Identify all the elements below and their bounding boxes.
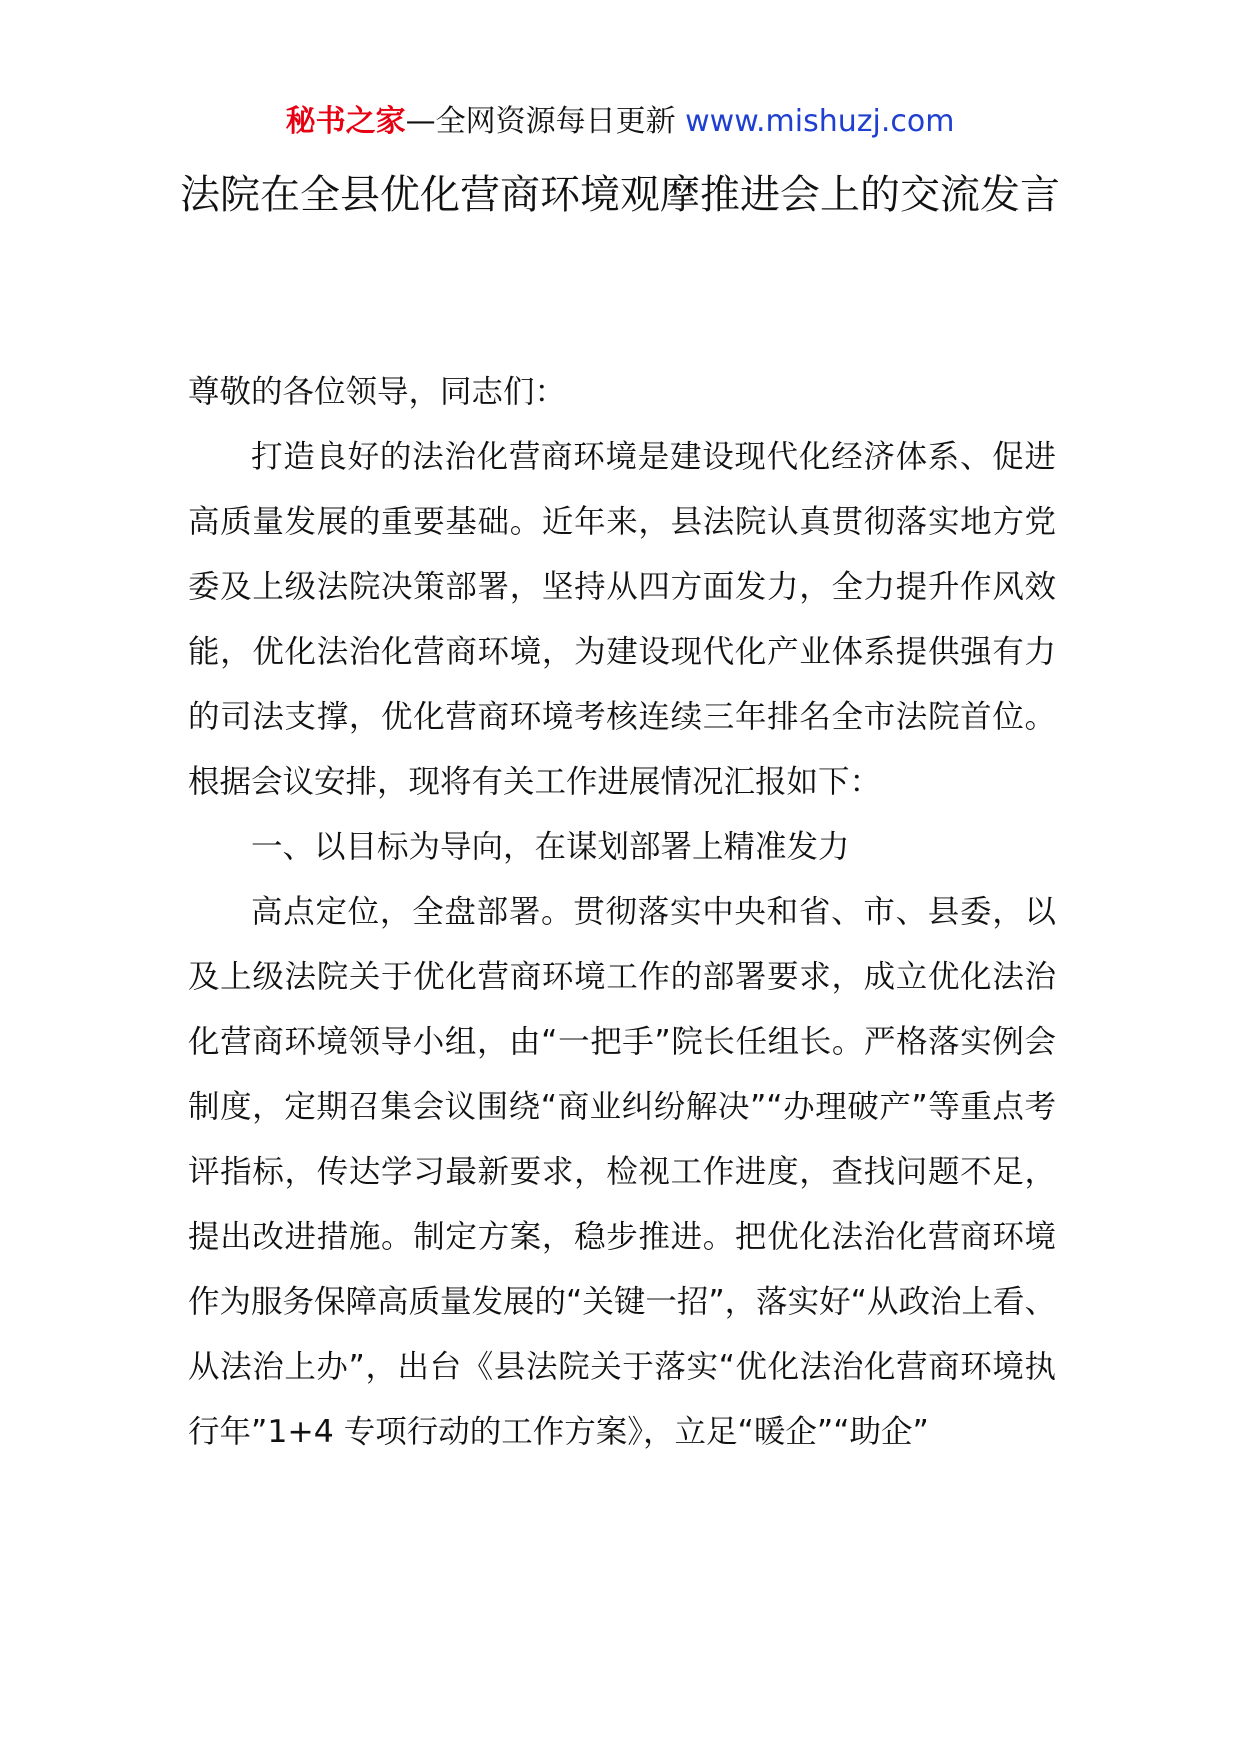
- site-header: [0, 102, 1240, 142]
- site-url-link[interactable]: www.mishuzj.com: [685, 104, 955, 139]
- salutation: 尊敬的各位领导，同志们：: [188, 374, 567, 410]
- section-paragraph: 高点定位，全盘部署。贯彻落实中央和省、市、县委，以及上级法院关于优化营商环境工作的部署要求，成立优化法治化营商环境领导小组，由“一把手”院长任组长。严格落实例会制度，定期召集会议围绕“商业纠纷解决”“办理破产”等重点考评指标，传达学习最新要求，检视工作进度，查找问题不足，提出改进措施。制定方案，稳步推进。把优化法治化营商环境作为服务保障高质量发展的“关键一招”，落实好“从政治上看、从法治上办”，出台《县法院关于落实“优化法治化营商环境执行年”1+4 专项行动的工作方案》，立足“暖企”“助企”: [188, 894, 1056, 1450]
- site-tagline: —全网资源每日更新: [405, 104, 686, 139]
- intro-paragraph: 打造良好的法治化营商环境是建设现代化经济体系、促进高质量发展的重要基础。近年来，县法院认真贯彻落实地方党委及上级法院决策部署，坚持从四方面发力，全力提升作风效能，优化法治化营商环境，为建设现代化产业体系提供强有力的司法支撑，优化营商环境考核连续三年排名全市法院首位。根据会议安排，现将有关工作进展情况汇报如下：: [188, 439, 1056, 800]
- site-brand: 秘书之家: [285, 104, 406, 139]
- document-title: 法院在全县优化营商环境观摩推进会上的交流发言: [180, 172, 1060, 218]
- section-heading: 一、以目标为导向，在谋划部署上精准发力: [251, 829, 850, 865]
- document-body: [188, 360, 1056, 1465]
